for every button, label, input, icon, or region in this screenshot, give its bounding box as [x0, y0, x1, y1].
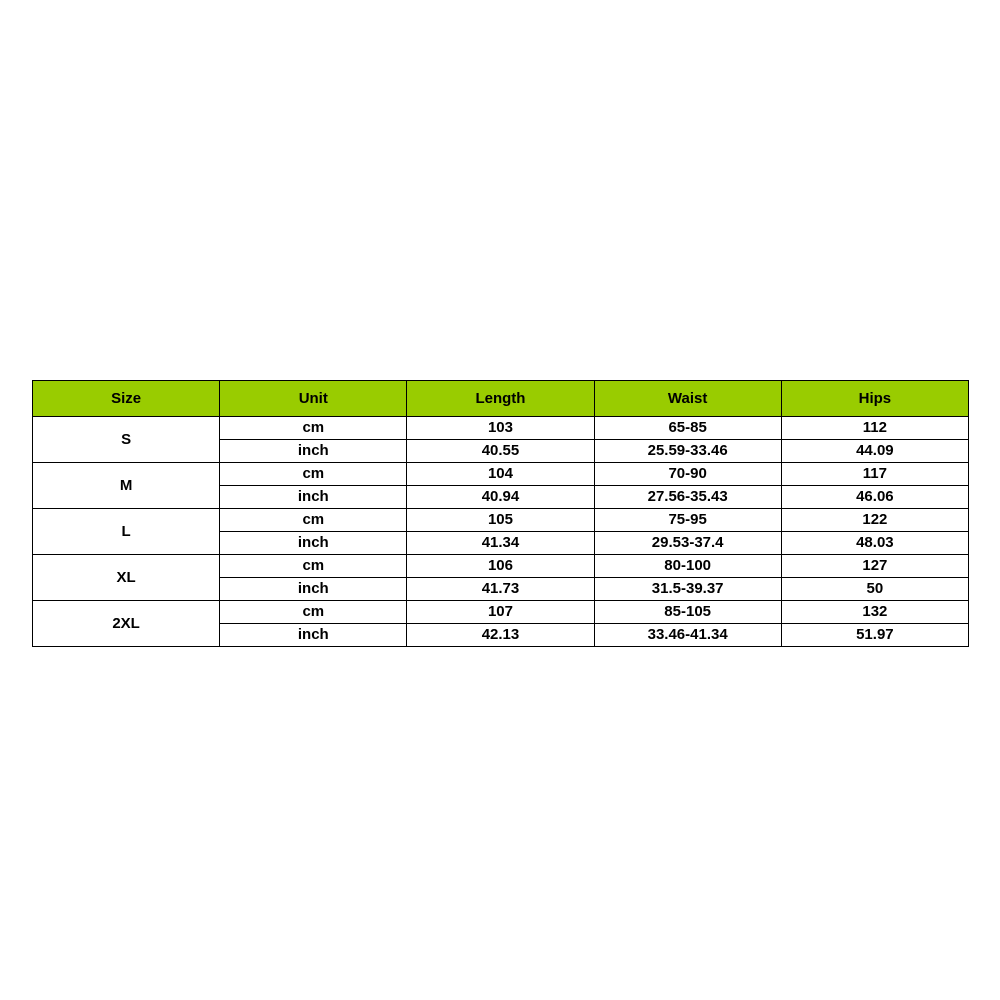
table-row [33, 417, 969, 440]
waist-cell: 33.46-41.34 [594, 624, 781, 647]
hips-cell: 44.09 [781, 440, 968, 463]
waist-cell: 25.59-33.46 [594, 440, 781, 463]
hips-cell: 51.97 [781, 624, 968, 647]
unit-cell: cm [220, 417, 407, 440]
hips-cell: 48.03 [781, 532, 968, 555]
waist-cell: 27.56-35.43 [594, 486, 781, 509]
size-label: M [33, 463, 220, 509]
length-cell: 41.34 [407, 532, 594, 555]
length-cell: 40.55 [407, 440, 594, 463]
length-cell: 103 [407, 417, 594, 440]
length-cell: 42.13 [407, 624, 594, 647]
size-label: S [33, 417, 220, 463]
size-label: L [33, 509, 220, 555]
table-row [33, 555, 969, 578]
length-cell: 107 [407, 601, 594, 624]
length-cell: 40.94 [407, 486, 594, 509]
table-row [33, 509, 969, 532]
header-hips: Hips [781, 381, 968, 417]
length-cell: 106 [407, 555, 594, 578]
unit-cell: cm [220, 509, 407, 532]
unit-cell: inch [220, 578, 407, 601]
unit-cell: inch [220, 486, 407, 509]
hips-cell: 132 [781, 601, 968, 624]
hips-cell: 46.06 [781, 486, 968, 509]
header-size: Size [33, 381, 220, 417]
waist-cell: 85-105 [594, 601, 781, 624]
header-unit: Unit [220, 381, 407, 417]
size-chart-table [32, 380, 969, 647]
hips-cell: 112 [781, 417, 968, 440]
header-length: Length [407, 381, 594, 417]
waist-cell: 29.53-37.4 [594, 532, 781, 555]
hips-cell: 127 [781, 555, 968, 578]
length-cell: 104 [407, 463, 594, 486]
unit-cell: inch [220, 624, 407, 647]
size-label: XL [33, 555, 220, 601]
length-cell: 105 [407, 509, 594, 532]
hips-cell: 117 [781, 463, 968, 486]
unit-cell: cm [220, 555, 407, 578]
waist-cell: 65-85 [594, 417, 781, 440]
size-label: 2XL [33, 601, 220, 647]
length-cell: 41.73 [407, 578, 594, 601]
hips-cell: 122 [781, 509, 968, 532]
table-body [33, 417, 969, 647]
unit-cell: cm [220, 463, 407, 486]
header-row [33, 381, 969, 417]
waist-cell: 70-90 [594, 463, 781, 486]
unit-cell: inch [220, 532, 407, 555]
waist-cell: 80-100 [594, 555, 781, 578]
hips-cell: 50 [781, 578, 968, 601]
table-row [33, 463, 969, 486]
waist-cell: 75-95 [594, 509, 781, 532]
header-waist: Waist [594, 381, 781, 417]
table-header [33, 381, 969, 417]
unit-cell: inch [220, 440, 407, 463]
waist-cell: 31.5-39.37 [594, 578, 781, 601]
unit-cell: cm [220, 601, 407, 624]
table-row [33, 601, 969, 624]
